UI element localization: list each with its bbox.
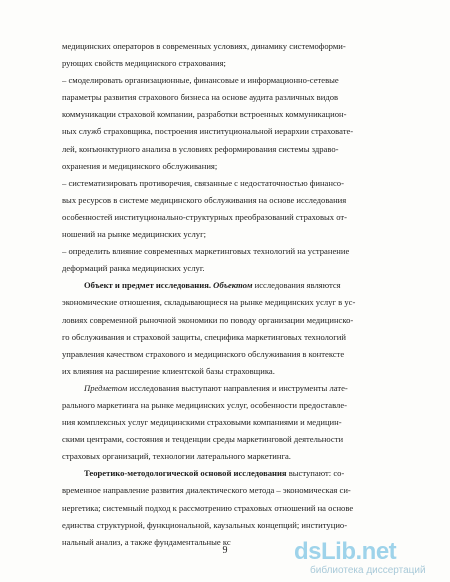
text-line: коммуникации страховой компании, разработки встроенных коммуникацион- xyxy=(62,109,347,120)
subject-italic-term: Предметом xyxy=(84,382,128,393)
text-line: – определить влияние современных маркетинговых технологий на устранение xyxy=(62,246,350,257)
watermark-subtitle: библиотека диссертаций xyxy=(310,565,426,576)
text-line: ловиях современной рыночной экономики по поводу организации медицинско- xyxy=(62,314,354,325)
method-first-rest: выступают: со- xyxy=(286,468,345,479)
text-line: охранения и медицинского обслуживания; xyxy=(62,160,218,171)
object-paragraph-first-line xyxy=(62,277,410,294)
text-line: вых ресурсов в системе медицинского обслуживания на основе исследования xyxy=(62,194,347,205)
text-line: экономические отношения, складывающиеся на рынке медицинских услуг в ус- xyxy=(62,297,356,308)
method-heading: Теоретико-методологической основой исследования xyxy=(84,468,287,479)
watermark-logo: dsLib.net xyxy=(294,538,397,565)
page-number: 9 xyxy=(222,545,228,556)
text-line: лей, конъюнктурного анализа в условиях реформирования системы здраво- xyxy=(62,143,339,154)
text-line: нальный анализ, а также фундаментальные кс xyxy=(62,536,231,547)
text-line: единства структурной, функциональной, каузальных концепций; институцио- xyxy=(62,519,348,530)
text-line: – смоделировать организационные, финансовые и информационно-сетевые xyxy=(62,75,339,86)
text-line: управления качеством страхового и медицинского обслуживания в контексте xyxy=(62,348,345,359)
text-line: их влияния на расширение клиентской базы страховщика. xyxy=(62,365,275,376)
text-line: ния комплексных услуг медицинскими страховыми компаниями и медицин- xyxy=(62,417,342,428)
object-first-rest: исследования являются xyxy=(252,280,341,291)
subject-paragraph-first-line xyxy=(62,380,410,397)
subject-first-rest: исследования выступают направления и инструменты лате- xyxy=(127,382,348,393)
body-text xyxy=(62,38,410,551)
text-line: страховых организаций, технологии латерального маркетинга. xyxy=(62,451,291,462)
text-line: временное направление развития диалектического метода – экономическая си- xyxy=(62,485,351,496)
text-line: – систематизировать противоречия, связанные с недостаточностью финансо- xyxy=(62,177,344,188)
text-line: скими центрами, состояния и тенденции среды маркетинговой деятельности xyxy=(62,434,344,445)
text-line: ных служб страховщика, построения институциональной иерархии страховате- xyxy=(62,126,354,137)
text-line: параметры развития страхового бизнеса на основе аудита различных видов xyxy=(62,92,339,103)
text-line: ношений на рынке медицинских услуг; xyxy=(62,229,206,240)
text-line: рального маркетинга на рынке медицинских услуг, особенности предоставле- xyxy=(62,399,347,410)
text-line: деформаций ранка медицинских услуг. xyxy=(62,263,205,274)
watermark xyxy=(294,538,444,578)
text-line: особенностей институционально-структурных преобразований страховых от- xyxy=(62,211,348,222)
text-line: медицинских операторов в современных условиях, динамику системоформи- xyxy=(62,41,346,51)
text-line: го обслуживания и страховой защиты, специфика маркетинговых технологий xyxy=(62,331,346,342)
object-heading: Объект и предмет исследования. xyxy=(84,280,212,291)
text-line: рующих свойств медицинского страхования; xyxy=(62,58,226,69)
object-italic-term: Объектом xyxy=(213,280,253,291)
text-line: нергетика; системный подход к рассмотрению страховых отношений на основе xyxy=(62,502,354,513)
method-paragraph-first-line xyxy=(62,465,410,482)
